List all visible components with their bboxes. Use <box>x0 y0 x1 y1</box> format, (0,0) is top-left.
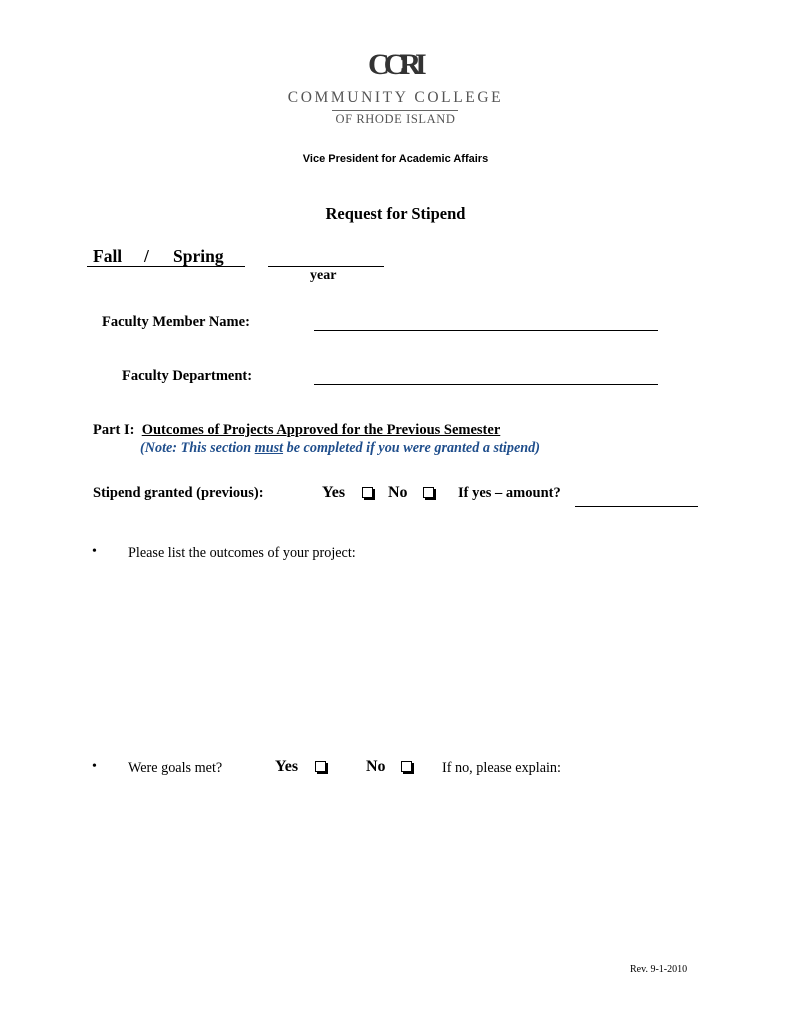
stipend-amount-label: If yes – amount? <box>458 485 561 501</box>
year-label: year <box>310 268 337 283</box>
bullet-icon: • <box>92 544 97 559</box>
faculty-name-label: Faculty Member Name: <box>102 314 250 330</box>
ccri-monogram-icon <box>366 44 426 80</box>
stipend-no-checkbox[interactable] <box>423 487 434 498</box>
goals-explain-response-area[interactable] <box>128 785 698 935</box>
term-separator: / <box>144 246 149 266</box>
note-emphasis: must <box>254 440 284 456</box>
outcomes-prompt: Please list the outcomes of your project: <box>128 545 356 561</box>
logo-divider <box>332 110 458 111</box>
stipend-granted-label: Stipend granted (previous): <box>93 485 264 501</box>
goals-yes-checkbox[interactable] <box>315 761 326 772</box>
outcomes-response-area[interactable] <box>128 570 698 740</box>
goals-explain-prompt: If no, please explain: <box>442 760 561 776</box>
faculty-name-field[interactable] <box>314 330 658 331</box>
part1-note <box>140 440 540 457</box>
stipend-no-label: No <box>388 484 408 501</box>
goals-yes-label: Yes <box>275 758 299 775</box>
goals-no-label: No <box>366 758 386 775</box>
part1-title: Outcomes of Projects Approved for the Previous Semester <box>141 422 501 438</box>
faculty-department-label: Faculty Department: <box>122 368 253 384</box>
page-title: Request for Stipend <box>325 204 466 223</box>
goals-met-prompt: Were goals met? <box>128 760 223 776</box>
part1-heading <box>93 422 500 439</box>
faculty-department-field[interactable] <box>314 384 658 385</box>
term-underline <box>87 266 245 267</box>
term-spring: Spring <box>173 246 224 266</box>
note-text-before: (Note: This section <box>140 440 255 456</box>
stipend-yes-label: Yes <box>322 484 346 501</box>
part1-prefix: Part I: <box>93 422 135 438</box>
college-logo-mark <box>366 44 426 80</box>
stipend-amount-field[interactable] <box>575 506 698 507</box>
college-name-line1: COMMUNITY COLLEGE <box>287 89 504 106</box>
college-name-line2: OF RHODE ISLAND <box>335 112 456 126</box>
year-field[interactable] <box>268 266 384 267</box>
office-title: Vice President for Academic Affairs <box>302 153 489 165</box>
revision-date: Rev. 9-1-2010 <box>630 964 688 975</box>
note-text-after: be completed if you were granted a stipend) <box>283 440 540 456</box>
bullet-icon: • <box>92 759 97 774</box>
term-fall: Fall <box>93 246 123 266</box>
goals-no-checkbox[interactable] <box>401 761 412 772</box>
stipend-yes-checkbox[interactable] <box>362 487 373 498</box>
svg-text:CCRI: CCRI <box>368 48 421 80</box>
